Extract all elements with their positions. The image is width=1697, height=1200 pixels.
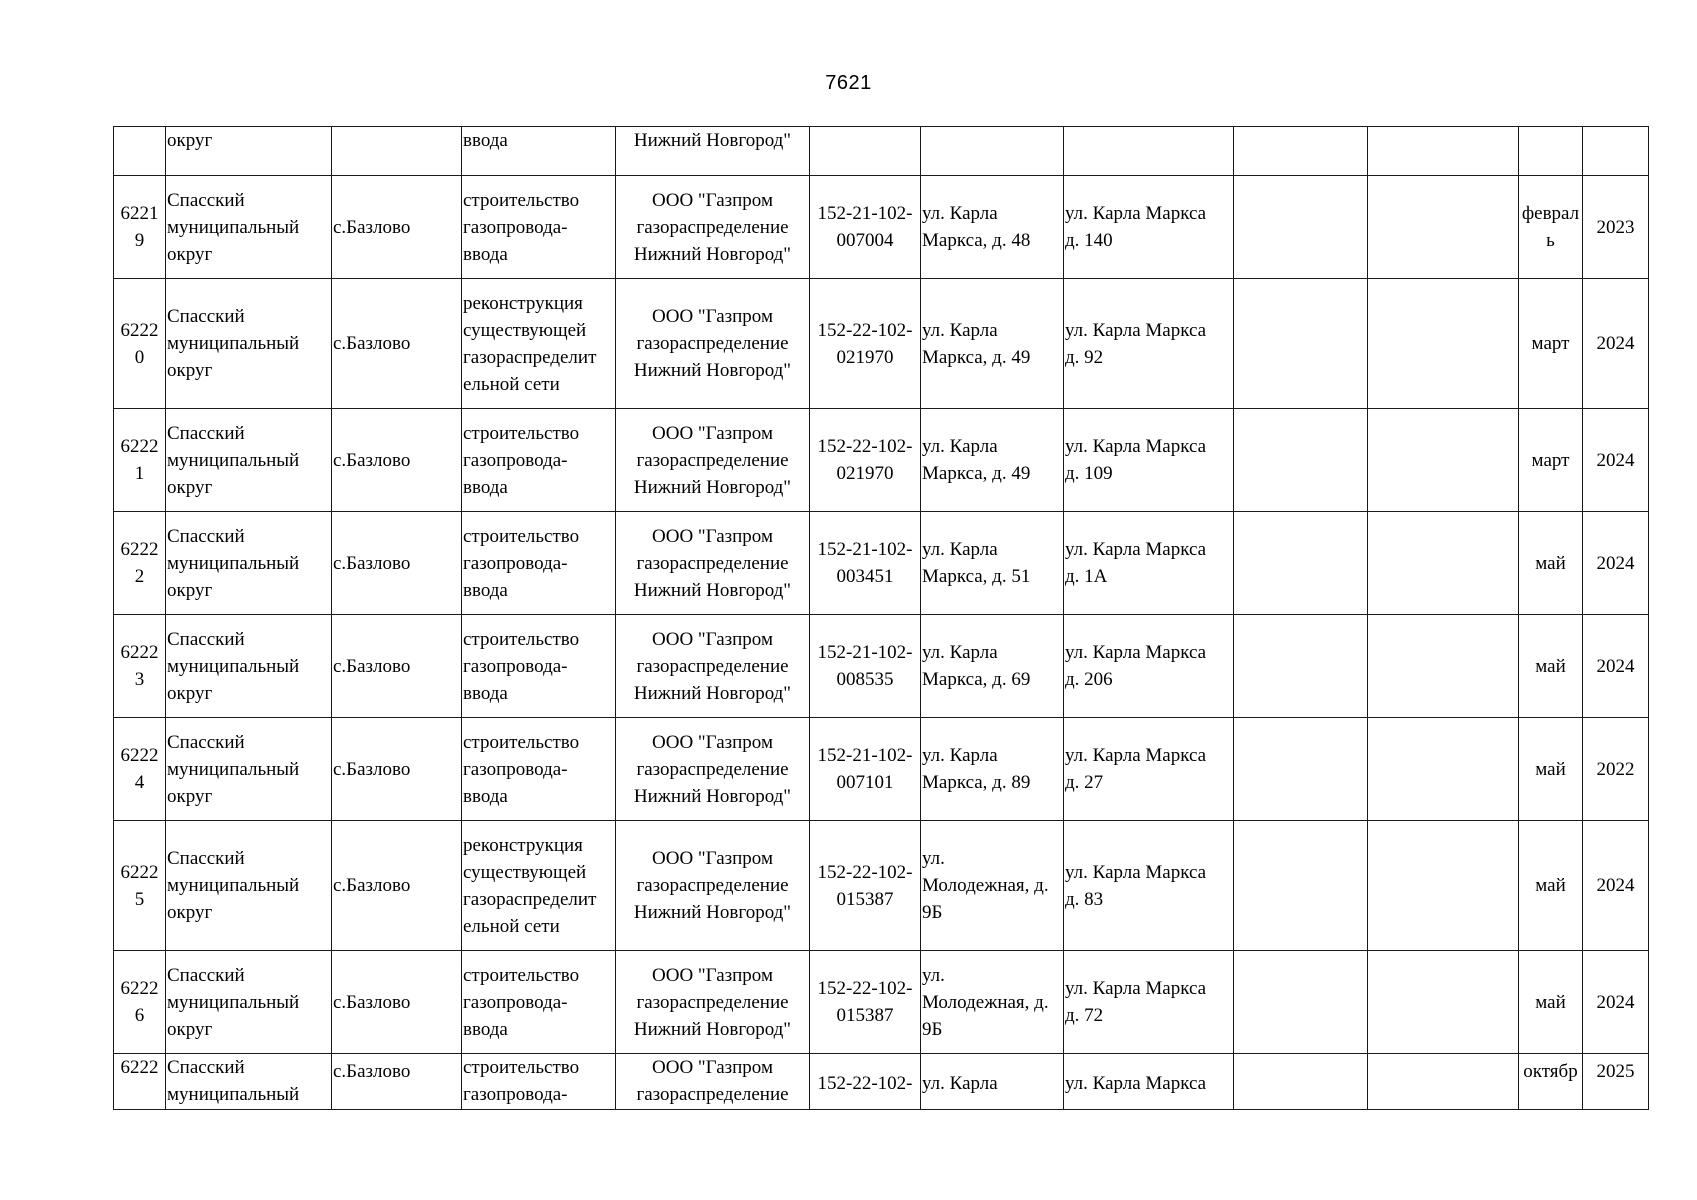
cell-year: 2025: [1583, 1054, 1649, 1110]
cell-organization: Нижний Новгород": [616, 127, 810, 176]
cell-year: 2024: [1583, 409, 1649, 512]
cell-organization: ООО "Газпром газораспределение Нижний Новгород": [616, 279, 810, 409]
cell-village: с.Базлово: [332, 279, 462, 409]
cell-empty: [1368, 512, 1519, 615]
cell-village: с.Базлово: [332, 1054, 462, 1110]
cell-application-code: 152-22-102- 015387: [810, 821, 921, 951]
cell-connection-point: ул. Карла Маркса, д. 49: [921, 409, 1064, 512]
table-row: [114, 512, 1649, 615]
cell-year: 2024: [1583, 512, 1649, 615]
cell-number: 6222 0: [114, 279, 166, 409]
cell-year: 2023: [1583, 176, 1649, 279]
cell-year: 2024: [1583, 279, 1649, 409]
cell-work-type: строительство газопровода- ввода: [462, 615, 616, 718]
cell-object-address: [1064, 127, 1234, 176]
cell-village: с.Базлово: [332, 512, 462, 615]
cell-empty: [1368, 127, 1519, 176]
cell-connection-point: ул. Молодежная, д. 9Б: [921, 951, 1064, 1054]
cell-empty: [1234, 718, 1368, 821]
cell-district: Спасский муниципальный округ: [166, 176, 332, 279]
cell-organization: ООО "Газпром газораспределение Нижний Новгород": [616, 951, 810, 1054]
cell-empty: [1234, 951, 1368, 1054]
cell-empty: [1368, 409, 1519, 512]
cell-village: с.Базлово: [332, 718, 462, 821]
cell-village: с.Базлово: [332, 821, 462, 951]
cell-application-code: 152-22-102- 021970: [810, 279, 921, 409]
table-row: [114, 176, 1649, 279]
cell-number: 6222 3: [114, 615, 166, 718]
cell-district: Спасский муниципальный округ: [166, 279, 332, 409]
cell-district: Спасский муниципальный округ: [166, 821, 332, 951]
cell-connection-point: ул. Карла Маркса, д. 51: [921, 512, 1064, 615]
page-number: 7621: [825, 72, 872, 94]
cell-application-code: 152-21-102- 007004: [810, 176, 921, 279]
cell-application-code: 152-21-102- 008535: [810, 615, 921, 718]
table-row: [114, 279, 1649, 409]
table-row: [114, 951, 1649, 1054]
cell-village: с.Базлово: [332, 615, 462, 718]
cell-month: [1519, 127, 1583, 176]
table-row: [114, 409, 1649, 512]
cell-organization: ООО "Газпром газораспределение Нижний Новгород": [616, 176, 810, 279]
cell-number: 6221 9: [114, 176, 166, 279]
table-row-continued: [114, 127, 1649, 176]
cell-connection-point: ул. Карла Маркса, д. 48: [921, 176, 1064, 279]
cell-application-code: [810, 127, 921, 176]
cell-object-address: ул. Карла Маркса д. 92: [1064, 279, 1234, 409]
cell-work-type: строительство газопровода-: [462, 1054, 616, 1110]
cell-month: май: [1519, 821, 1583, 951]
cell-empty: [1234, 821, 1368, 951]
cell-empty: [1234, 176, 1368, 279]
cell-empty: [1368, 615, 1519, 718]
cell-organization: ООО "Газпром газораспределение Нижний Новгород": [616, 409, 810, 512]
cell-year: 2024: [1583, 951, 1649, 1054]
cell-month: март: [1519, 279, 1583, 409]
cell-object-address: ул. Карла Маркса д. 1А: [1064, 512, 1234, 615]
cell-number: 6222 4: [114, 718, 166, 821]
cell-year: 2024: [1583, 821, 1649, 951]
cell-connection-point: ул. Молодежная, д. 9Б: [921, 821, 1064, 951]
cell-empty: [1234, 409, 1368, 512]
cell-district: Спасский муниципальный округ: [166, 718, 332, 821]
cell-number: 6222 1: [114, 409, 166, 512]
cell-number: 6222 6: [114, 951, 166, 1054]
cell-work-type: строительство газопровода- ввода: [462, 409, 616, 512]
cell-object-address: ул. Карла Маркса д. 206: [1064, 615, 1234, 718]
cell-number: 6222 5: [114, 821, 166, 951]
cell-work-type: строительство газопровода- ввода: [462, 718, 616, 821]
cell-village: [332, 127, 462, 176]
cell-connection-point: ул. Карла Маркса, д. 49: [921, 279, 1064, 409]
cell-empty: [1368, 951, 1519, 1054]
cell-work-type: реконструкция существующей газораспределит ельной сети: [462, 821, 616, 951]
cell-village: с.Базлово: [332, 409, 462, 512]
cell-work-type: ввода: [462, 127, 616, 176]
cell-empty: [1234, 615, 1368, 718]
cell-object-address: ул. Карла Маркса: [1064, 1054, 1234, 1110]
cell-month: май: [1519, 951, 1583, 1054]
cell-district: Спасский муниципальный округ: [166, 615, 332, 718]
cell-organization: ООО "Газпром газораспределение Нижний Новгород": [616, 512, 810, 615]
table-row: [114, 615, 1649, 718]
cell-district: Спасский муниципальный: [166, 1054, 332, 1110]
cell-month: март: [1519, 409, 1583, 512]
cell-connection-point: ул. Карла Маркса, д. 89: [921, 718, 1064, 821]
cell-number: [114, 127, 166, 176]
cell-month: октябр: [1519, 1054, 1583, 1110]
cell-empty: [1368, 718, 1519, 821]
cell-year: [1583, 127, 1649, 176]
cell-object-address: ул. Карла Маркса д. 109: [1064, 409, 1234, 512]
cell-month: феврал ь: [1519, 176, 1583, 279]
cell-empty: [1234, 279, 1368, 409]
cell-year: 2022: [1583, 718, 1649, 821]
cell-number: 6222: [114, 1054, 166, 1110]
cell-year: 2024: [1583, 615, 1649, 718]
cell-month: май: [1519, 615, 1583, 718]
cell-application-code: 152-21-102- 003451: [810, 512, 921, 615]
cell-application-code: 152-22-102- 015387: [810, 951, 921, 1054]
cell-application-code: 152-22-102- 021970: [810, 409, 921, 512]
cell-empty: [1368, 1054, 1519, 1110]
cell-empty: [1234, 512, 1368, 615]
cell-number: 6222 2: [114, 512, 166, 615]
cell-month: май: [1519, 718, 1583, 821]
cell-district: округ: [166, 127, 332, 176]
table-row: [114, 821, 1649, 951]
cell-district: Спасский муниципальный округ: [166, 951, 332, 1054]
cell-object-address: ул. Карла Маркса д. 83: [1064, 821, 1234, 951]
cell-empty: [1368, 176, 1519, 279]
cell-connection-point: ул. Карла: [921, 1054, 1064, 1110]
cell-district: Спасский муниципальный округ: [166, 409, 332, 512]
cell-work-type: строительство газопровода- ввода: [462, 512, 616, 615]
cell-empty: [1368, 821, 1519, 951]
table-row: [114, 718, 1649, 821]
cell-empty: [1368, 279, 1519, 409]
cell-application-code: 152-22-102-: [810, 1054, 921, 1110]
cell-organization: ООО "Газпром газораспределение: [616, 1054, 810, 1110]
gas-connection-table: [113, 126, 1649, 1110]
cell-object-address: ул. Карла Маркса д. 140: [1064, 176, 1234, 279]
cell-month: май: [1519, 512, 1583, 615]
cell-object-address: ул. Карла Маркса д. 27: [1064, 718, 1234, 821]
cell-village: с.Базлово: [332, 176, 462, 279]
cell-work-type: строительство газопровода- ввода: [462, 176, 616, 279]
cell-organization: ООО "Газпром газораспределение Нижний Новгород": [616, 615, 810, 718]
cell-district: Спасский муниципальный округ: [166, 512, 332, 615]
cell-village: с.Базлово: [332, 951, 462, 1054]
cell-empty: [1234, 127, 1368, 176]
cell-object-address: ул. Карла Маркса д. 72: [1064, 951, 1234, 1054]
table-row-cut-off: [114, 1054, 1649, 1110]
cell-work-type: реконструкция существующей газораспределит ельной сети: [462, 279, 616, 409]
cell-organization: ООО "Газпром газораспределение Нижний Новгород": [616, 821, 810, 951]
cell-application-code: 152-21-102- 007101: [810, 718, 921, 821]
cell-connection-point: ул. Карла Маркса, д. 69: [921, 615, 1064, 718]
cell-work-type: строительство газопровода- ввода: [462, 951, 616, 1054]
cell-connection-point: [921, 127, 1064, 176]
cell-organization: ООО "Газпром газораспределение Нижний Новгород": [616, 718, 810, 821]
cell-empty: [1234, 1054, 1368, 1110]
